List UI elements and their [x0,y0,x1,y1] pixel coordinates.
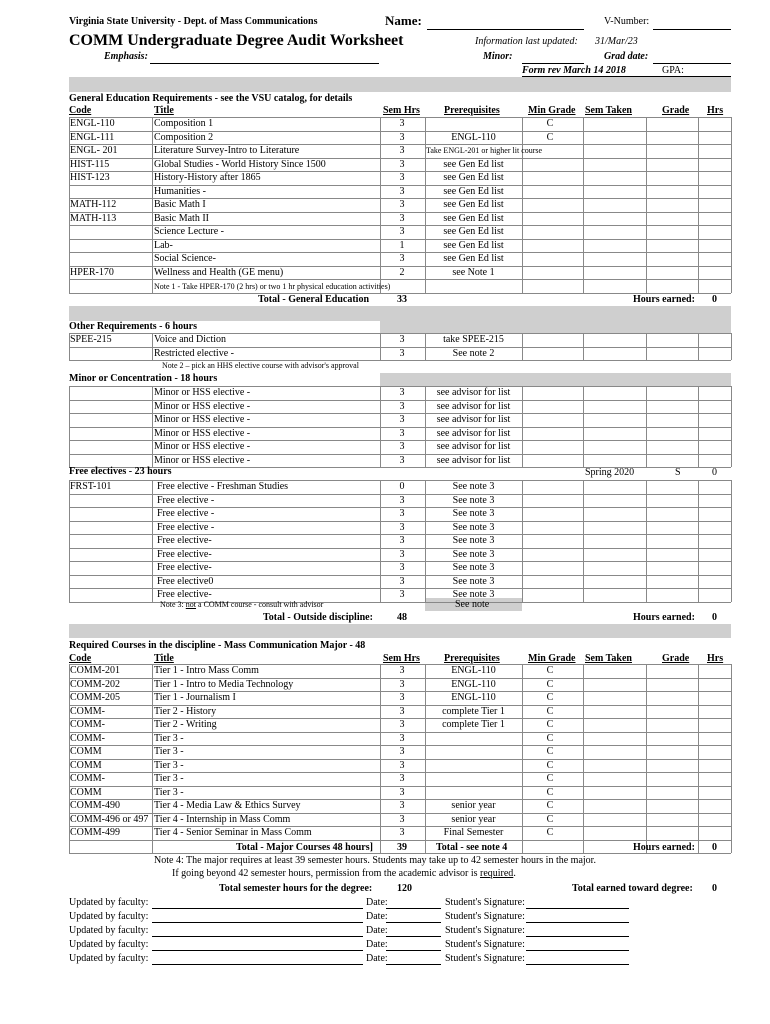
sem-hrs: 3 [399,562,405,573]
student-label: Student's Signature: [445,953,525,964]
course-title: History-History after 1865 [154,172,261,183]
course-title: Tier 3 - [154,759,184,771]
course-title: Tier 1 - Journalism I [154,692,236,703]
date-line[interactable] [386,908,441,909]
min-grade: C [546,773,554,784]
min-grade: C [546,827,554,838]
major-col-sem-hrs: Sem Hrs [383,653,420,664]
note-2: Note 2 – pick an HHS elective course with advisor's approval [162,361,359,370]
course-code: COMM-201 [70,665,121,676]
course-code: COMM [70,786,102,798]
prerequisite: see Gen Ed list [443,199,504,210]
min-grade: C [546,665,554,676]
major-col-min-grade: Min Grade [528,653,576,664]
grid-line [152,664,153,853]
prerequisite: Take ENGL-201 or higher lit course [426,146,543,155]
grid-line [380,386,381,467]
date-label: Date: [366,897,388,908]
course-title: Literature Survey-Intro to Literature [154,145,300,156]
course-title: Tier 3 - [154,732,184,744]
sem-hrs: 3 [399,400,405,412]
prerequisite: complete Tier 1 [442,719,505,730]
sem-hrs: 3 [399,589,405,600]
sem-hrs: 3 [399,746,405,757]
prerequisite: senior year [451,800,496,811]
min-grade: C [546,131,554,143]
course-code: ENGL-110 [70,118,115,129]
course-title: Tier 3 - [154,773,184,784]
free-sem-taken: Spring 2020 [585,467,635,478]
course-title: Composition 1 [154,118,214,129]
course-code: COMM-205 [70,692,121,703]
sem-hrs: 3 [399,454,405,466]
course-title: Tier 3 - [154,786,184,798]
grid-line [731,664,732,853]
major-total-note: Total - see note 4 [436,842,508,853]
sem-hrs: 3 [399,253,405,264]
grad-date-field[interactable] [653,63,731,64]
sem-hrs: 3 [399,334,405,345]
prerequisite: see Gen Ed list [443,212,504,224]
course-code: COMM-496 or 497 [70,813,149,825]
course-code: COMM-202 [70,678,121,690]
course-code: COMM-499 [70,827,121,838]
prerequisite: see Note 1 [452,266,495,278]
gen-ed-col-min-grade: Min Grade [528,105,576,116]
prerequisite: ENGL-110 [451,692,496,703]
min-grade: C [546,746,554,757]
page-title: COMM Undergraduate Degree Audit Worksheet [69,32,404,49]
course-code: ENGL-111 [70,131,115,143]
vnumber-label: V-Number: [604,16,650,27]
course-code: HPER-170 [70,266,114,278]
note-3: Note 3: not a COMM course - consult with advisor [160,600,324,609]
prerequisite: See note 3 [452,548,495,560]
course-title: Free elective - [157,508,215,519]
faculty-label: Updated by faculty: [69,939,149,950]
sem-hrs: 3 [399,773,405,784]
note-4-line-1: Note 4: The major requires at least 39 semester hours. Students may take up to 42 semester hours in the major. [154,855,596,866]
name-label: Name: [385,13,422,28]
prerequisite: see Gen Ed list [443,185,504,197]
gen-ed-col-grade: Grade [662,105,690,116]
course-code: HIST-123 [70,172,110,183]
major-col-code: Code [69,653,92,664]
faculty-label: Updated by faculty: [69,897,149,908]
prerequisite: see Gen Ed list [443,253,504,264]
course-title: Free elective0 [157,575,214,587]
course-title: Social Science- [154,253,216,264]
major-total-value: 39 [397,842,407,853]
grid-line [583,480,584,602]
min-grade: C [546,678,554,690]
prerequisite: See note 2 [452,347,495,359]
date-line[interactable] [386,936,441,937]
prerequisite: See note 3 [452,575,495,587]
grid-line [152,480,153,602]
gen-ed-col-title: Title [154,105,174,116]
grid-line [522,117,523,293]
section-band [380,373,731,386]
grid-line [380,664,381,853]
note-4-line-2: If going beyond 42 semester hours, permission from the academic advisor is required. [172,868,516,879]
faculty-signature-line[interactable] [152,922,363,923]
sem-hrs: 3 [399,678,405,690]
sem-hrs: 3 [399,813,405,825]
gpa-label: GPA: [662,65,684,76]
course-title: Science Lecture - [154,226,224,237]
note-1: Note 1 - Take HPER-170 (2 hrs) or two 1 hr physical education activities) [154,282,391,291]
gen-ed-col-code: Code [69,105,92,116]
form-rev: Form rev March 14 2018 [522,65,626,76]
sem-hrs: 3 [399,427,405,439]
info-updated-value: 31/Mar/23 [595,36,638,47]
free-hrs-earned: 0 [712,467,717,478]
section-band [69,306,731,321]
grid-line [522,480,523,602]
sem-hrs: 3 [399,827,405,838]
sem-hrs: 3 [399,508,405,519]
min-grade: C [546,719,554,730]
degree-earned-value: 0 [712,883,717,894]
course-title: Wellness and Health (GE menu) [154,266,284,278]
date-label: Date: [366,939,388,950]
sem-hrs: 2 [399,266,405,278]
grid-line [522,333,523,360]
course-code: COMM- [70,732,106,744]
course-code: COMM- [70,719,106,730]
prerequisite: See note 3 [452,521,495,533]
prerequisite: ENGL-110 [451,131,496,143]
grid-line [380,333,381,360]
grid-line [731,117,732,293]
course-code: FRST-101 [70,481,112,492]
grid-line [698,480,699,602]
gen-ed-total-value: 33 [397,294,407,305]
sem-hrs: 3 [399,347,405,359]
course-title: Minor or HSS elective - [154,427,251,439]
sem-hrs: 3 [399,548,405,560]
faculty-label: Updated by faculty: [69,953,149,964]
date-label: Date: [366,911,388,922]
sem-hrs: 3 [399,172,405,183]
course-title: Free elective - [157,494,215,506]
see-note: See note [455,599,490,610]
sem-hrs: 0 [399,481,405,492]
major-earned-value: 0 [712,842,717,853]
student-label: Student's Signature: [445,911,525,922]
course-title: Tier 3 - [154,746,184,757]
gen-ed-col-sem-taken: Sem Taken [585,105,632,116]
prerequisite: ENGL-110 [451,678,496,690]
faculty-signature-line[interactable] [152,964,363,965]
grid-line [731,480,732,602]
grid-line [646,117,647,293]
course-title: Free elective- [157,589,212,600]
course-title: Free elective- [157,535,212,546]
course-title: Minor or HSS elective - [154,454,251,466]
course-title: Basic Math II [154,212,209,224]
sem-hrs: 3 [399,521,405,533]
grid-line [731,333,732,360]
sem-hrs: 3 [399,719,405,730]
date-label: Date: [366,953,388,964]
date-line[interactable] [386,964,441,965]
degree-total-label: Total semester hours for the degree: [219,883,373,894]
course-title: Lab- [154,239,173,251]
grid-line [583,386,584,467]
sem-hrs: 3 [399,414,405,425]
gen-ed-earned-label: Hours earned: [633,294,695,305]
course-code: MATH-112 [70,199,117,210]
student-signature-line[interactable] [526,922,629,923]
course-title: Voice and Diction [154,334,227,345]
other-heading: Other Requirements - 6 hours [69,321,197,332]
sem-hrs: 3 [399,759,405,771]
course-title: Minor or HSS elective - [154,414,251,425]
course-title: Tier 2 - Writing [154,719,217,730]
sem-hrs: 3 [399,800,405,811]
min-grade: C [546,732,554,744]
grid-line [152,117,153,293]
grid-line [152,386,153,467]
sem-hrs: 3 [399,131,405,143]
prerequisite: complete Tier 1 [442,705,505,717]
minor-heading: Minor or Concentration - 18 hours [69,373,218,384]
sem-hrs: 3 [399,441,405,452]
prerequisite: see Gen Ed list [443,239,504,251]
sem-hrs: 3 [399,145,405,156]
gen-ed-col-prereq: Prerequisites [444,105,500,116]
vnumber-field[interactable] [653,29,731,30]
faculty-signature-line[interactable] [152,936,363,937]
prerequisite: see Gen Ed list [443,226,504,237]
faculty-label: Updated by faculty: [69,911,149,922]
sem-hrs: 3 [399,494,405,506]
prerequisite: see advisor for list [436,441,511,452]
student-label: Student's Signature: [445,925,525,936]
major-total-label: Total - Major Courses 48 hours] [236,842,373,853]
course-code: COMM- [70,773,106,784]
grid-line [731,386,732,467]
prerequisite: see Gen Ed list [443,172,504,183]
sem-hrs: 3 [399,212,405,224]
prerequisite: senior year [451,813,496,825]
course-title: Free elective - [157,521,215,533]
prerequisite: See note 3 [452,562,495,573]
major-col-hrs: Hrs [707,653,724,664]
sem-hrs: 3 [399,705,405,717]
grid-line [646,333,647,360]
min-grade: C [546,786,554,798]
section-band [69,624,731,638]
grid-line [646,664,647,853]
grid-line [522,386,523,467]
prerequisite: see Gen Ed list [443,158,504,170]
sem-hrs: 3 [399,199,405,210]
free-total-value: 48 [397,612,407,623]
prerequisite: See note 3 [452,535,495,546]
emphasis-label: Emphasis: [104,51,148,62]
sem-hrs: 3 [399,575,405,587]
date-label: Date: [366,925,388,936]
prerequisite: See note 3 [452,481,495,492]
sem-hrs: 3 [399,786,405,798]
prerequisite: see advisor for list [436,427,511,439]
prerequisite: See note 3 [452,508,495,519]
sem-hrs: 3 [399,692,405,703]
min-grade: C [546,813,554,825]
course-code: SPEE-215 [70,334,112,345]
course-code: MATH-113 [70,212,117,224]
prerequisite: take SPEE-215 [443,334,504,345]
gen-ed-earned-value: 0 [712,294,717,305]
sem-hrs: 3 [399,185,405,197]
minor-label: Minor: [483,51,513,62]
grid-line [380,480,381,602]
grid-line [152,333,153,360]
course-title: Free elective - Freshman Studies [157,481,289,492]
grid-line [69,386,70,467]
major-col-sem-taken: Sem Taken [585,653,632,664]
major-col-title: Title [154,653,174,664]
course-code: COMM-490 [70,800,121,811]
grid-line [698,664,699,853]
course-title: Tier 4 - Internship in Mass Comm [154,813,291,825]
info-updated-label: Information last updated: [475,36,578,47]
min-grade: C [546,705,554,717]
course-title: Free elective- [157,562,212,573]
sem-hrs: 3 [399,665,405,676]
degree-earned-label: Total earned toward degree: [572,883,693,894]
gen-ed-total-label: Total - General Education [258,294,370,305]
prerequisite: Final Semester [443,827,504,838]
student-signature-line[interactable] [526,950,629,951]
course-title: Tier 4 - Senior Seminar in Mass Comm [154,827,312,838]
grid-line [69,279,731,280]
course-title: Global Studies - World History Since 1500 [154,158,326,170]
sem-hrs: 3 [399,387,405,398]
course-title: Composition 2 [154,131,214,143]
prerequisite: see advisor for list [436,454,511,466]
faculty-signature-line[interactable] [152,950,363,951]
course-title: Tier 4 - Media Law & Ethics Survey [154,800,301,811]
free-earned-label: Hours earned: [633,612,695,623]
grid-line [583,333,584,360]
grid-line [698,117,699,293]
grid-line [380,117,381,293]
student-signature-line[interactable] [526,936,629,937]
prerequisite: see advisor for list [436,387,511,398]
free-earned-value: 0 [712,612,717,623]
student-signature-line[interactable] [526,964,629,965]
prerequisite: see advisor for list [436,400,511,412]
grad-date-label: Grad date: [604,51,649,62]
course-title: Humanities - [154,185,206,197]
student-label: Student's Signature: [445,939,525,950]
sem-hrs: 3 [399,118,405,129]
sem-hrs: 3 [399,226,405,237]
free-total-label: Total - Outside discipline: [263,612,373,623]
major-heading: Required Courses in the discipline - Mass Communication Major - 48 [69,640,366,651]
grid-line [698,333,699,360]
course-title: Tier 2 - History [154,705,217,717]
grid-line [583,117,584,293]
prerequisite: See note 3 [452,589,495,600]
min-grade: C [546,118,554,129]
free-grade: S [675,467,681,478]
major-col-grade: Grade [662,653,690,664]
course-title: Free elective- [157,548,212,560]
course-code: COMM- [70,705,106,717]
gen-ed-col-sem-hrs: Sem Hrs [383,105,420,116]
sem-hrs: 1 [399,239,405,251]
prerequisite: See note 3 [452,494,495,506]
gen-ed-col-hrs: Hrs [707,105,724,116]
date-line[interactable] [386,950,441,951]
min-grade: C [546,800,554,811]
grid-line [646,386,647,467]
min-grade: C [546,759,554,771]
course-title: Minor or HSS elective - [154,387,251,398]
grid-line [698,386,699,467]
student-signature-line[interactable] [526,908,629,909]
course-code: COMM [70,746,102,757]
university-name: Virginia State University - Dept. of Mass Communications [69,16,318,27]
course-code: HIST-115 [70,158,110,170]
sem-hrs: 3 [399,535,405,546]
date-line[interactable] [386,922,441,923]
course-code: ENGL- 201 [70,145,118,156]
name-field[interactable] [427,29,584,30]
major-earned-label: Hours earned: [633,842,695,853]
grid-line [646,480,647,602]
course-title: Tier 1 - Intro Mass Comm [154,665,259,676]
grid-line [583,664,584,853]
emphasis-field[interactable] [150,63,379,64]
course-title: Basic Math I [154,199,206,210]
course-title: Minor or HSS elective - [154,400,251,412]
grid-line [69,480,70,602]
degree-total-value: 120 [397,883,412,894]
major-col-prereq: Prerequisites [444,653,500,664]
course-title: Tier 1 - Intro to Media Technology [154,678,294,690]
min-grade: C [546,692,554,703]
prerequisite: see advisor for list [436,414,511,425]
course-title: Restricted elective - [154,347,234,359]
grid-line [69,853,731,854]
faculty-signature-line[interactable] [152,908,363,909]
prerequisite: ENGL-110 [451,665,496,676]
section-band [69,77,731,92]
free-heading: Free electives - 23 hours [69,466,172,477]
gen-ed-heading: General Education Requirements - see the VSU catalog, for details [69,93,353,104]
faculty-label: Updated by faculty: [69,925,149,936]
student-label: Student's Signature: [445,897,525,908]
minor-field[interactable] [522,63,584,64]
course-code: COMM [70,759,102,771]
sem-hrs: 3 [399,732,405,744]
course-title: Minor or HSS elective - [154,441,251,452]
grid-line [69,840,731,841]
grid-line [522,664,523,853]
section-band [380,320,731,333]
sem-hrs: 3 [399,158,405,170]
